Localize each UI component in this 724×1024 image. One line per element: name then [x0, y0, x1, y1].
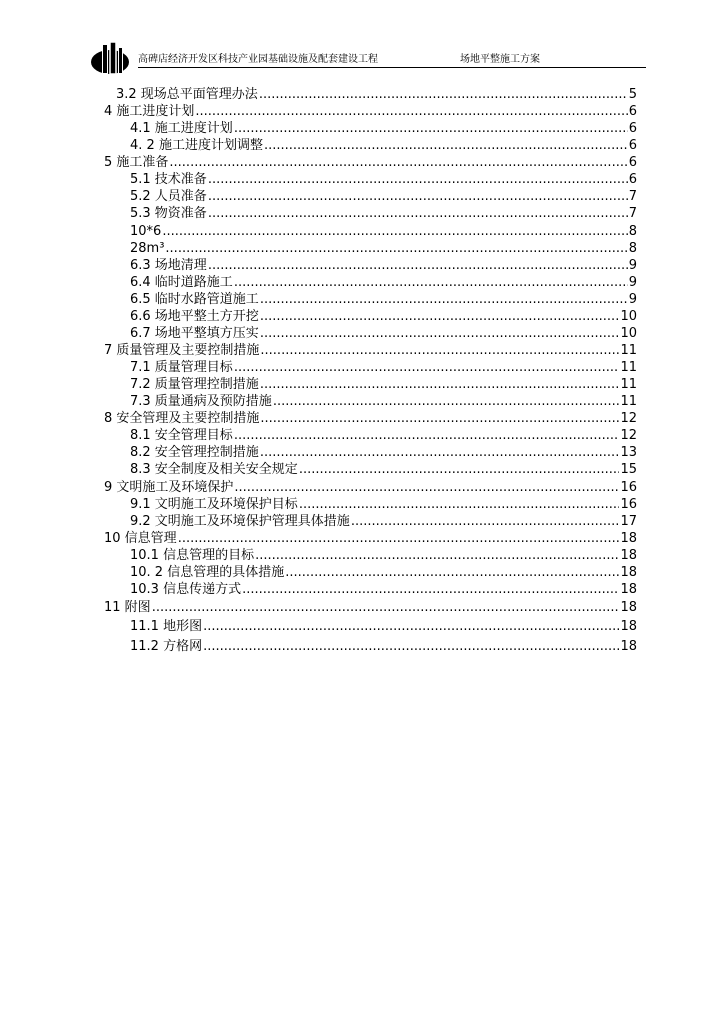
toc-entry[interactable]	[116, 87, 637, 103]
toc-entry-page: 18	[620, 600, 637, 615]
toc-leader-dots	[234, 121, 628, 137]
toc-leader-dots	[260, 343, 619, 359]
toc-leader-dots	[195, 104, 627, 120]
toc-entry[interactable]	[104, 104, 637, 120]
toc-entry-page: 12	[620, 428, 637, 443]
toc-leader-dots	[208, 258, 628, 274]
toc-entry-page: 8	[628, 241, 637, 256]
toc-entry[interactable]	[130, 326, 637, 342]
toc-entry-page: 10	[620, 326, 637, 341]
toc-entry-title: 5 施工准备	[104, 155, 169, 170]
toc-leader-dots	[203, 639, 619, 655]
toc-entry-title: 7.2 质量管理控制措施	[130, 377, 259, 392]
toc-entry-title: 7 质量管理及主要控制措施	[104, 343, 260, 358]
toc-entry-page: 5	[628, 87, 637, 102]
toc-entry-page: 7	[628, 189, 637, 204]
toc-entry[interactable]	[104, 480, 637, 496]
toc-entry-page: 9	[628, 275, 637, 290]
toc-leader-dots	[285, 565, 619, 581]
toc-entry-page: 16	[620, 480, 637, 495]
toc-entry-title: 4. 2 施工进度计划调整	[130, 138, 263, 153]
toc-entry[interactable]	[130, 121, 637, 137]
toc-entry-page: 6	[628, 172, 637, 187]
toc-entry-title: 10*6	[130, 224, 162, 239]
toc-entry-page: 11	[620, 343, 637, 358]
toc-entry-page: 9	[628, 292, 637, 307]
toc-entry[interactable]	[104, 155, 637, 171]
toc-entry-page: 18	[620, 548, 637, 563]
toc-leader-dots	[255, 548, 619, 564]
toc-entry-page: 15	[620, 462, 637, 477]
toc-entry-title: 10.3 信息传递方式	[130, 582, 242, 597]
toc-leader-dots	[264, 138, 628, 154]
toc-leader-dots	[162, 224, 627, 240]
toc-entry[interactable]	[130, 394, 637, 410]
toc-entry[interactable]	[130, 565, 637, 581]
toc-entry[interactable]	[130, 206, 637, 222]
toc-entry-page: 11	[620, 377, 637, 392]
toc-entry[interactable]	[130, 138, 637, 154]
toc-entry-page: 6	[628, 121, 637, 136]
toc-entry-title: 6.3 场地清理	[130, 258, 207, 273]
toc-leader-dots	[169, 155, 627, 171]
toc-entry[interactable]	[130, 241, 637, 257]
toc-entry-page: 16	[620, 497, 637, 512]
toc-leader-dots	[259, 87, 628, 103]
toc-entry-title: 9.2 文明施工及环境保护管理具体措施	[130, 514, 350, 529]
toc-entry[interactable]	[130, 619, 637, 635]
toc-entry[interactable]	[130, 258, 637, 274]
toc-entry-page: 18	[620, 531, 637, 546]
toc-leader-dots	[260, 292, 628, 308]
toc-entry[interactable]	[130, 224, 637, 240]
toc-entry-page: 18	[620, 565, 637, 580]
toc-entry-page: 6	[628, 138, 637, 153]
toc-entry-title: 9.1 文明施工及环境保护目标	[130, 497, 298, 512]
toc-entry[interactable]	[130, 582, 637, 598]
toc-entry[interactable]	[130, 275, 637, 291]
toc-entry-title: 7.3 质量通病及预防措施	[130, 394, 272, 409]
toc-entry-title: 10 信息管理	[104, 531, 177, 546]
toc-entry[interactable]	[130, 309, 637, 325]
toc-leader-dots	[299, 462, 620, 478]
toc-entry[interactable]	[104, 343, 637, 359]
toc-entry-page: 6	[628, 104, 637, 119]
toc-entry[interactable]	[130, 189, 637, 205]
toc-entry-page: 18	[620, 582, 637, 597]
toc-entry-page: 11	[620, 360, 637, 375]
toc-entry-title: 8.2 安全管理控制措施	[130, 445, 259, 460]
toc-entry-title: 8.3 安全制度及相关安全规定	[130, 462, 298, 477]
toc-leader-dots	[242, 582, 619, 598]
toc-entry[interactable]	[130, 548, 637, 564]
toc-entry[interactable]	[104, 531, 637, 547]
toc-entry-title: 8 安全管理及主要控制措施	[104, 411, 260, 426]
toc-entry[interactable]	[130, 360, 637, 376]
toc-entry-title: 6.7 场地平整填方压实	[130, 326, 259, 341]
toc-entry-title: 10.1 信息管理的目标	[130, 548, 255, 563]
toc-entry[interactable]	[130, 377, 637, 393]
toc-entry-page: 13	[620, 445, 637, 460]
toc-entry[interactable]	[130, 292, 637, 308]
toc-leader-dots	[234, 480, 619, 496]
toc-entry-page: 18	[620, 619, 637, 634]
toc-entry-title: 28m³	[130, 241, 165, 256]
toc-entry-page: 7	[628, 206, 637, 221]
toc-leader-dots	[152, 600, 620, 616]
toc-leader-dots	[299, 497, 620, 513]
toc-leader-dots	[260, 411, 619, 427]
toc-entry-title: 11 附图	[104, 600, 151, 615]
toc-entry-page: 18	[620, 639, 637, 654]
toc-entry-title: 5.1 技术准备	[130, 172, 207, 187]
toc-leader-dots	[203, 619, 619, 635]
toc-leader-dots	[208, 206, 628, 222]
toc-entry-title: 6.4 临时道路施工	[130, 275, 233, 290]
toc-leader-dots	[165, 241, 627, 257]
toc-leader-dots	[260, 445, 620, 461]
toc-entry-page: 9	[628, 258, 637, 273]
toc-entry-page: 8	[628, 224, 637, 239]
toc-entry[interactable]	[130, 445, 637, 461]
toc-entry-title: 11.2 方格网	[130, 639, 203, 654]
toc-entry[interactable]	[130, 428, 637, 444]
toc-entry[interactable]	[104, 600, 637, 616]
toc-entry[interactable]	[130, 497, 637, 513]
toc-entry-title: 11.1 地形图	[130, 619, 203, 634]
toc-entry-title: 5.3 物资准备	[130, 206, 207, 221]
toc-leader-dots	[234, 275, 628, 291]
toc-entry-page: 10	[620, 309, 637, 324]
toc-entry-page: 17	[620, 514, 637, 529]
toc-entry[interactable]	[130, 172, 637, 188]
toc-entry-title: 4 施工进度计划	[104, 104, 195, 119]
toc-leader-dots	[208, 172, 628, 188]
toc-entry[interactable]	[130, 462, 637, 478]
toc-entry-title: 9 文明施工及环境保护	[104, 480, 234, 495]
toc-entry-title: 6.5 临时水路管道施工	[130, 292, 259, 307]
toc-entry-title: 8.1 安全管理目标	[130, 428, 233, 443]
toc-leader-dots	[234, 428, 620, 444]
toc-entry-title: 3.2 现场总平面管理办法	[116, 87, 258, 102]
header-doc-name: 场地平整施工方案	[460, 54, 540, 65]
toc-entry-title: 4.1 施工进度计划	[130, 121, 233, 136]
toc-entry[interactable]	[130, 639, 637, 655]
toc-entry-page: 11	[620, 394, 637, 409]
toc-entry-title: 6.6 场地平整土方开挖	[130, 309, 259, 324]
toc-entry-page: 6	[628, 155, 637, 170]
toc-leader-dots	[260, 309, 620, 325]
toc-leader-dots	[178, 531, 620, 547]
toc-leader-dots	[273, 394, 620, 410]
toc-leader-dots	[260, 326, 620, 342]
toc-entry-page: 12	[620, 411, 637, 426]
toc-entry-title: 7.1 质量管理目标	[130, 360, 233, 375]
toc-entry[interactable]	[130, 514, 637, 530]
toc-leader-dots	[234, 360, 620, 376]
toc-leader-dots	[260, 377, 620, 393]
toc-entry[interactable]	[104, 411, 637, 427]
toc-leader-dots	[208, 189, 628, 205]
header-title: 高碑店经济开发区科技产业园基础设施及配套建设工程	[138, 54, 378, 65]
toc-entry-title: 10. 2 信息管理的具体措施	[130, 565, 285, 580]
toc-entry-title: 5.2 人员准备	[130, 189, 207, 204]
toc-leader-dots	[351, 514, 620, 530]
